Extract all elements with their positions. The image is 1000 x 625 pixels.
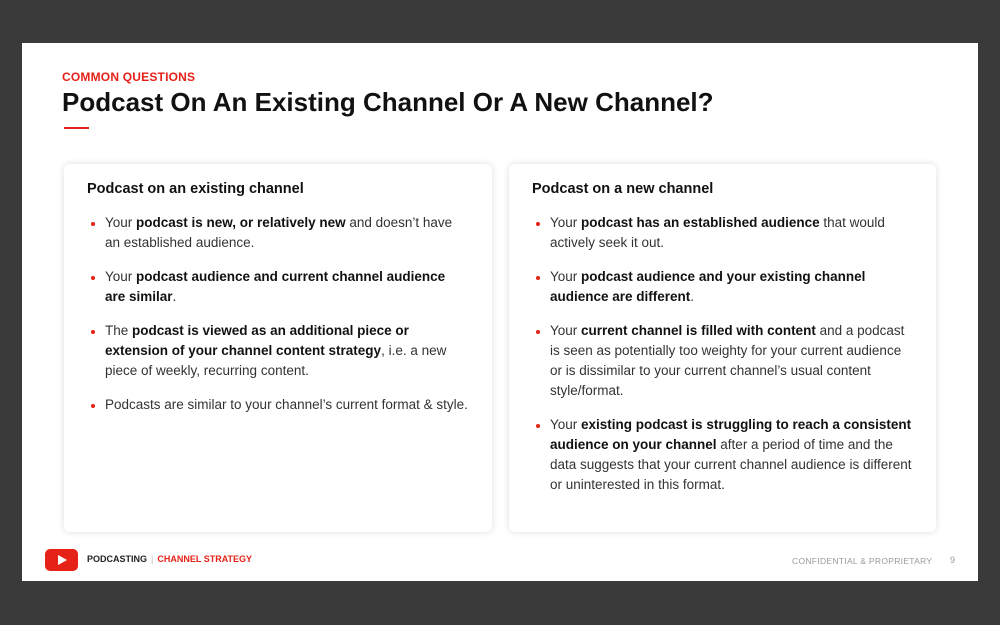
card-title: Podcast on a new channel [532,181,714,197]
card-title: Podcast on an existing channel [87,181,304,197]
new-channel-card [509,164,936,532]
page-title: Podcast On An Existing Channel Or A New Channel? [62,87,714,117]
list-item: Your existing podcast is struggling to reach a consistent audience on your channel after a period of time and the data suggests that your current channel audience is different or uninterested in this format. [532,415,912,495]
title-underline [64,127,89,129]
footer-section: PODCASTING [87,554,148,564]
list-item: Your podcast has an established audience that would actively seek it out. [532,213,912,253]
bullet-list [532,213,912,495]
eyebrow-label: COMMON QUESTIONS [62,70,196,84]
bullet-icon [91,330,95,334]
footer-separator: | [151,554,154,564]
footer-topic: CHANNEL STRATEGY [157,554,253,564]
bullet-icon [536,330,540,334]
bullet-icon [91,276,95,280]
list-item: Your podcast audience and your existing channel audience are different. [532,267,912,307]
play-icon [58,555,67,565]
bullet-icon [536,222,540,226]
bullet-icon [536,424,540,428]
list-item: Your podcast audience and current channel audience are similar. [87,267,468,307]
list-item: Your podcast is new, or relatively new and doesn’t have an established audience. [87,213,468,253]
bullet-icon [91,222,95,226]
page-number: 9 [950,555,956,565]
list-item: Your current channel is filled with content and a podcast is seen as potentially too weighty for your current audience or is dissimilar to your current channel’s usual content style/format. [532,321,912,401]
youtube-logo-icon [45,549,78,571]
existing-channel-card [64,164,492,532]
list-item: Podcasts are similar to your channel’s current format & style. [87,395,468,415]
list-item: The podcast is viewed as an additional piece or extension of your channel content strategy, i.e. a new piece of weekly, recurring content. [87,321,468,381]
slide [22,43,978,581]
footer-brand [87,554,252,564]
bullet-icon [536,276,540,280]
bullet-list [87,213,468,415]
confidential-label: CONFIDENTIAL & PROPRIETARY [792,556,933,566]
bullet-icon [91,404,95,408]
